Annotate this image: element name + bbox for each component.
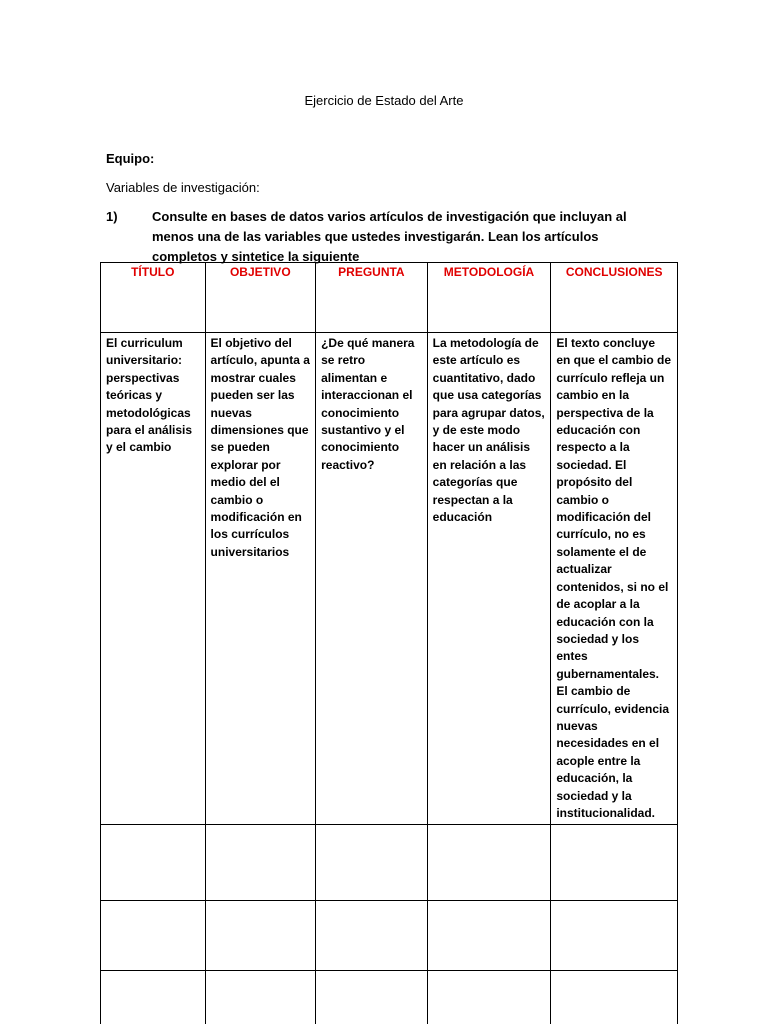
empty-cell — [427, 825, 551, 901]
cell-objetivo — [205, 333, 316, 825]
empty-table-row — [101, 901, 678, 971]
variables-label: Variables de investigación: — [106, 180, 260, 195]
table-row — [101, 333, 678, 825]
document-title: Ejercicio de Estado del Arte — [304, 93, 464, 108]
instruction-text: Consulte en bases de datos varios artículos de investigación que incluyan al menos una de las variables que ustedes investigarán. Lean los artículos completos y sintetice la siguiente — [152, 209, 627, 264]
table-header-row — [101, 263, 678, 333]
team-label: Equipo: — [106, 151, 155, 166]
empty-cell — [205, 971, 316, 1024]
empty-cell — [205, 901, 316, 971]
cell-titulo — [101, 333, 206, 825]
empty-table-row — [101, 971, 678, 1024]
cell-conclusiones-text: El texto concluye en que el cambio de currículo refleja un cambio en la perspectiva de la educación con respecto a la sociedad. El propósito del cambio o modificación del currículo, no es solamente el de actualizar contenidos, si no el de acoplar a la educación con la sociedad y los entes gubernamentales. El cambio de currículo, evidencia nuevas necesidades en el acople entre la educación, la sociedad y la institucionalidad. — [556, 336, 672, 820]
empty-cell — [316, 971, 428, 1024]
cell-metodologia — [427, 333, 551, 825]
cell-pregunta — [316, 333, 428, 825]
empty-cell — [427, 971, 551, 1024]
header-conclusiones: CONCLUSIONES — [551, 263, 678, 333]
empty-cell — [101, 825, 206, 901]
header-titulo: TÍTULO — [101, 263, 206, 333]
empty-table-row — [101, 825, 678, 901]
empty-cell — [551, 825, 678, 901]
empty-cell — [551, 971, 678, 1024]
header-objetivo: OBJETIVO — [205, 263, 316, 333]
instruction-item — [106, 207, 666, 267]
cell-objetivo-text: El objetivo del artículo, apunta a mostrar cuales pueden ser las nuevas dimensiones que se pueden explorar por medio del el cambio o modificación en los currículos universitarios — [210, 336, 310, 559]
empty-cell — [316, 825, 428, 901]
empty-cell — [551, 901, 678, 971]
header-metodologia: METODOLOGÍA — [427, 263, 551, 333]
empty-cell — [101, 971, 206, 1024]
cell-titulo-text: El curriculum universitario: perspectivas teóricas y metodológicas para el análisis y el cambio — [106, 336, 193, 455]
empty-cell — [101, 901, 206, 971]
state-of-art-table — [100, 262, 678, 1024]
cell-conclusiones — [551, 333, 678, 825]
cell-pregunta-text: ¿De qué manera se retro alimentan e interaccionan el conocimiento sustantivo y el conocimiento reactivo? — [321, 336, 415, 472]
header-pregunta: PREGUNTA — [316, 263, 428, 333]
cell-metodologia-text: La metodología de este artículo es cuantitativo, dado que usa categorías para agrupar datos, y de este modo hacer un análisis en relación a las categorías que respectan a la educación — [432, 336, 545, 525]
empty-cell — [205, 825, 316, 901]
empty-cell — [427, 901, 551, 971]
empty-cell — [316, 901, 428, 971]
instruction-number: 1) — [106, 209, 118, 224]
